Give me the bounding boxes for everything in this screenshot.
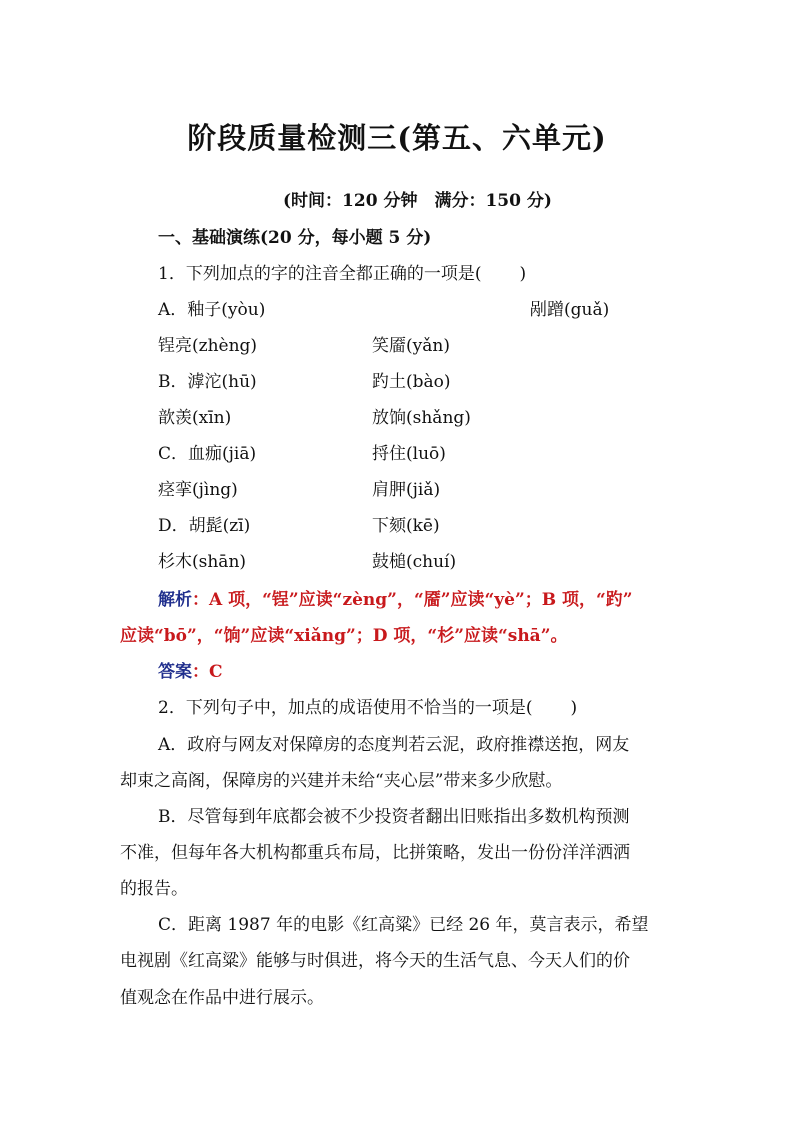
option-right: 下颏(kē)	[372, 516, 440, 536]
option-c-line-2: 电视剧《红高粱》能够与时俱进，将今天的生活气息、今天人们的价	[120, 951, 630, 971]
analysis-label: 解析	[158, 590, 192, 610]
analysis-line-1	[158, 589, 633, 611]
option-row	[158, 407, 718, 429]
option-row	[158, 371, 718, 393]
option-right: 趵土(bào)	[372, 372, 451, 392]
question-2-stem	[158, 697, 577, 719]
option-left: D．胡髭(zī)	[158, 516, 251, 536]
answer-value: ：C	[192, 662, 223, 682]
option-b-line-1: B．尽管每到年底都会被不少投资者翻出旧账指出多数机构预测	[158, 807, 630, 827]
option-row	[158, 515, 718, 537]
option-row	[158, 551, 718, 573]
option-a-line-2: 却束之高阁，保障房的兴建并未给“夹心层”带来多少欣慰。	[120, 771, 563, 791]
option-right: 剐蹭(guǎ)	[530, 300, 610, 320]
exam-meta: (时间：120 分钟 满分：150 分)	[283, 191, 552, 211]
option-row	[158, 443, 718, 465]
section-heading: 一、基础演练(20 分，每小题 5 分)	[158, 228, 432, 248]
question-2-close: )	[570, 698, 578, 718]
option-row	[158, 299, 718, 321]
option-left: 杉木(shān)	[158, 552, 247, 572]
option-right: 鼓槌(chuí)	[372, 552, 457, 572]
analysis-line-2: 应读“bō”，“饷”应读“xiǎng”；D 项，“杉”应读“shā”。	[120, 626, 568, 646]
option-left: 痉挛(jìng)	[158, 480, 238, 500]
answer-line	[158, 661, 223, 683]
option-left: A．釉子(yòu)	[158, 300, 266, 320]
question-1-close: )	[519, 264, 527, 284]
option-b-line-3: 的报告。	[120, 879, 188, 899]
answer-label: 答案	[158, 662, 192, 682]
option-right: 肩胛(jiǎ)	[372, 480, 441, 500]
option-right: 笑靥(yǎn)	[372, 336, 450, 356]
option-row	[158, 479, 718, 501]
question-2-text: 2．下列句子中，加点的成语使用不恰当的一项是(	[158, 698, 533, 718]
page-title: 阶段质量检测三(第五、六单元)	[187, 121, 607, 155]
analysis-text: ：A 项，“锃”应读“zèng”，“靥”应读“yè”；B 项，“趵”	[192, 590, 633, 610]
option-b-line-2: 不准，但每年各大机构都重兵布局，比拼策略，发出一份份洋洋洒洒	[120, 843, 630, 863]
option-left: 歆羡(xīn)	[158, 408, 232, 428]
option-c-line-3: 值观念在作品中进行展示。	[120, 988, 324, 1008]
question-1-stem	[158, 263, 526, 285]
option-left: 锃亮(zhèng)	[158, 336, 258, 356]
option-c-line-1: C．距离 1987 年的电影《红高粱》已经 26 年，莫言表示，希望	[158, 915, 649, 935]
option-row	[158, 335, 718, 357]
option-right: 捋住(luō)	[372, 444, 446, 464]
option-right: 放饷(shǎng)	[372, 408, 471, 428]
question-1-text: 1．下列加点的字的注音全都正确的一项是(	[158, 264, 482, 284]
option-left: C．血痂(jiā)	[158, 444, 257, 464]
option-a-line-1: A．政府与网友对保障房的态度判若云泥，政府推襟送抱，网友	[158, 735, 630, 755]
option-left: B．滹沱(hū)	[158, 372, 257, 392]
